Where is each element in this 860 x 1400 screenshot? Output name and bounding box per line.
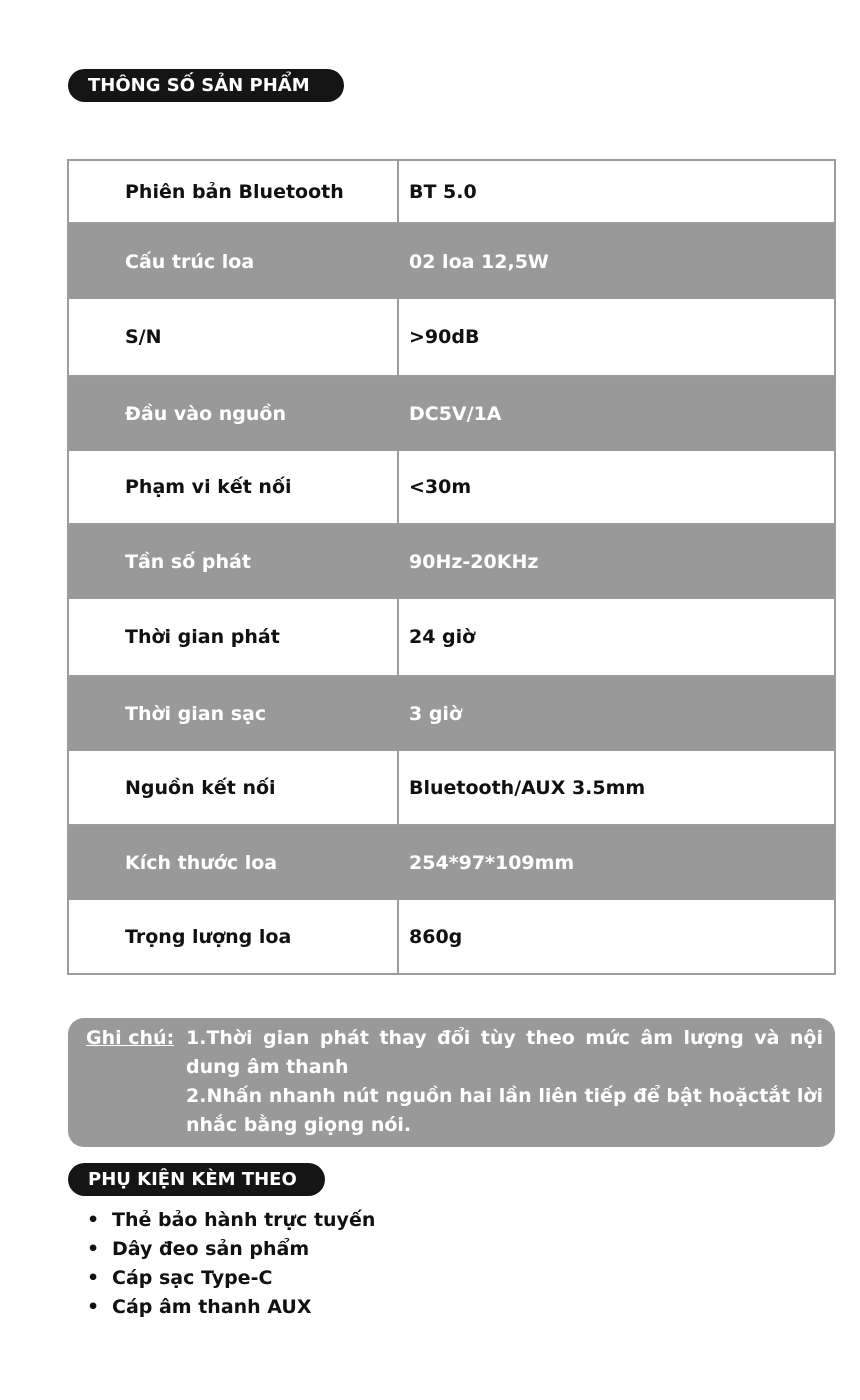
spec-row [69,751,834,826]
spec-label: Trọng lượng loa [69,900,399,973]
accessory-text: Thẻ bảo hành trực tuyến [112,1209,376,1231]
spec-label: Thời gian sạc [125,703,267,725]
spec-value: BT 5.0 [409,180,477,203]
spec-row [69,161,834,224]
accessories-section-title: PHỤ KIỆN KÈM THEO [68,1163,325,1196]
note-label: Ghi chú: [86,1027,175,1049]
spec-row [69,677,834,751]
spec-value: >90dB [409,326,480,348]
accessory-text: Dây đeo sản phẩm [112,1238,310,1260]
list-item [84,1235,375,1264]
spec-label: Tần số phát [125,551,251,573]
spec-label: Nguồn kết nối [69,751,399,824]
note-content [186,1024,823,1140]
bullet-icon: • [87,1238,100,1260]
spec-row [69,900,834,973]
spec-label: Phạm vi kết nối [69,451,399,523]
spec-label: Kích thước loa [125,852,278,874]
spec-label: Phiên bản Bluetooth [69,161,399,222]
note-line-2: 2.Nhấn nhanh nút nguồn hai lần liên tiếp để bật hoặctắt lời nhắc bằng giọng nói. [186,1085,823,1136]
spec-row [69,299,834,377]
list-item [84,1264,375,1293]
accessories-list [84,1206,375,1322]
spec-table [67,159,836,975]
spec-value: Bluetooth/AUX 3.5mm [409,776,646,799]
bullet-icon: • [87,1267,100,1289]
spec-label: Cấu trúc loa [125,250,255,273]
specs-section-title: THÔNG SỐ SẢN PHẨM [68,69,344,102]
bullet-icon: • [87,1209,100,1231]
spec-row [69,224,834,299]
spec-value: 90Hz-20KHz [409,551,539,573]
spec-value: 02 loa 12,5W [409,250,549,273]
list-item [84,1206,375,1235]
spec-value: DC5V/1A [409,403,502,425]
spec-row [69,451,834,525]
spec-label: Thời gian phát [69,599,399,675]
spec-value: <30m [409,476,472,498]
spec-value: 860g [409,925,463,948]
spec-row [69,525,834,599]
accessory-text: Cáp sạc Type-C [112,1267,273,1289]
spec-value: 3 giờ [409,703,463,725]
spec-value: 24 giờ [409,626,476,648]
note-line-1: 1.Thời gian phát thay đổi tùy theo mức âm lượng và nội dung âm thanh [186,1027,823,1078]
accessory-text: Cáp âm thanh AUX [112,1296,312,1318]
spec-value: 254*97*109mm [409,852,575,874]
bullet-icon: • [87,1296,100,1318]
list-item [84,1293,375,1322]
note-box [68,1018,835,1147]
spec-row [69,377,834,451]
spec-row [69,599,834,677]
spec-row [69,826,834,900]
spec-label: Đầu vào nguồn [125,403,286,425]
spec-label: S/N [69,299,399,375]
